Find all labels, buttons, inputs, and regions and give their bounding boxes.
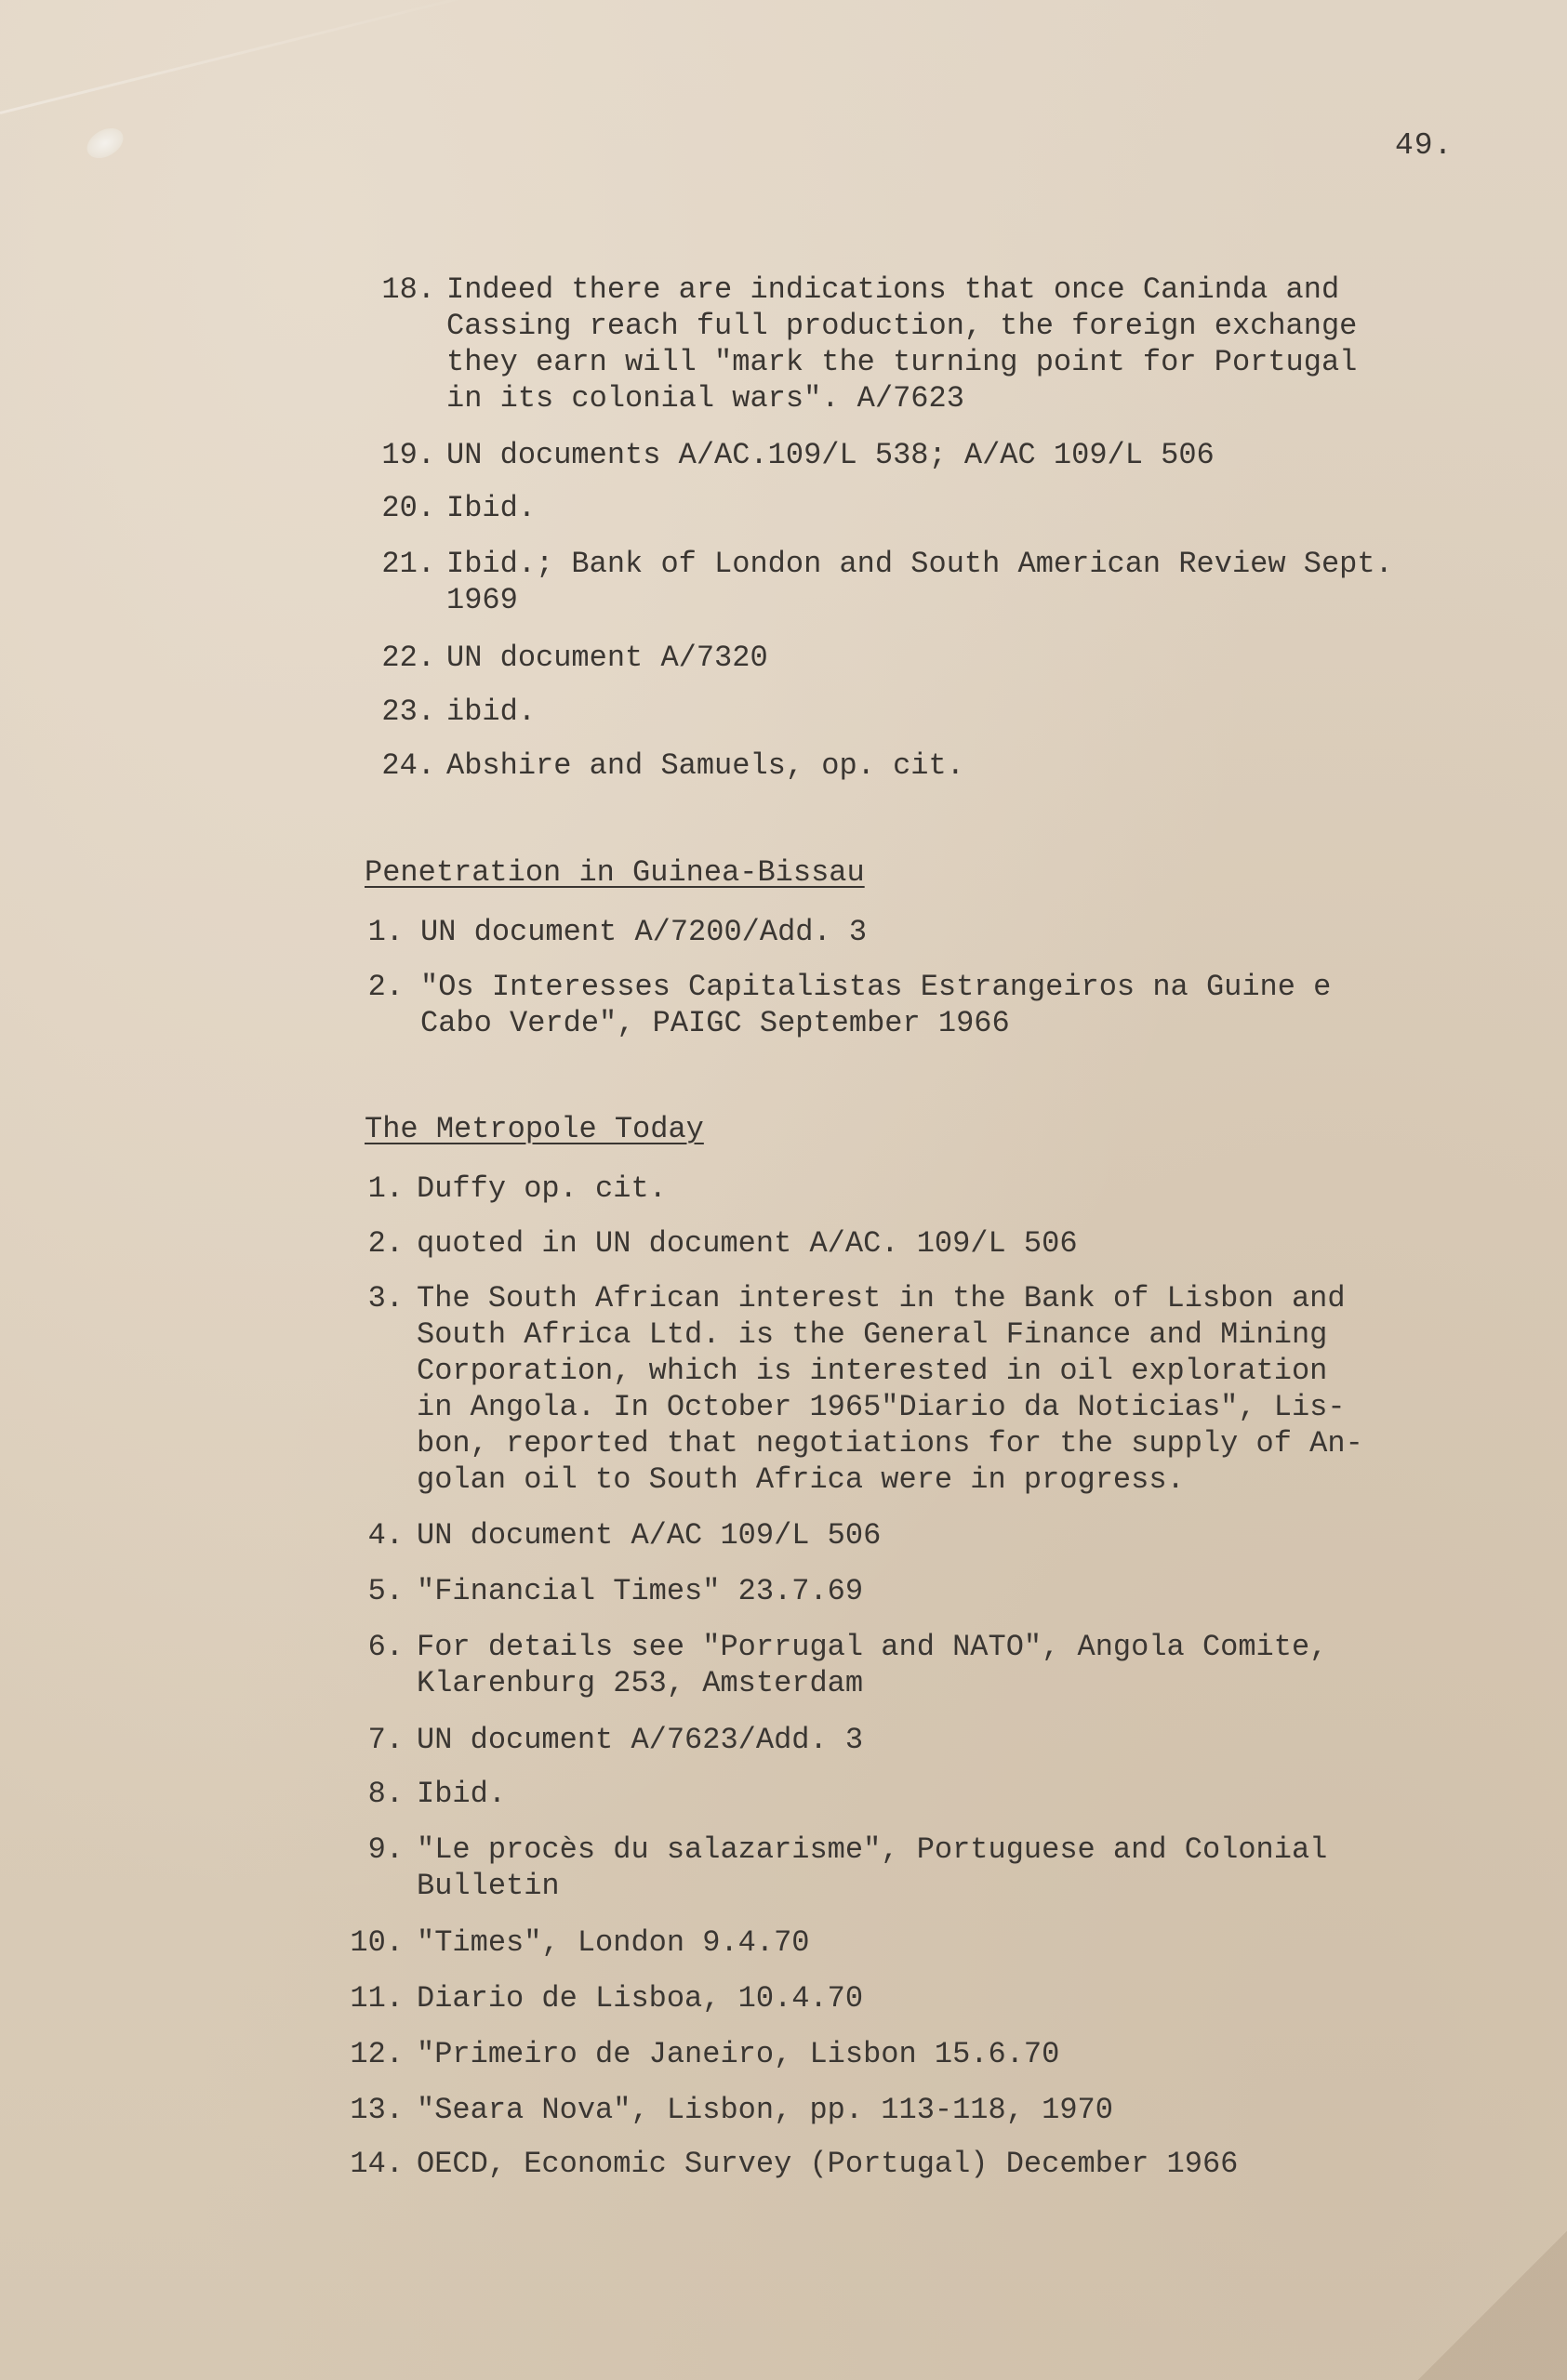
- footnote-number: 3.: [367, 1281, 404, 1316]
- footnote-line: OECD, Economic Survey (Portugal) December 1966: [417, 2147, 1239, 2181]
- footnote-line: UN document A/7320: [446, 641, 768, 675]
- footnote-number: 11.: [350, 1981, 404, 2016]
- footnote-text: [446, 640, 768, 676]
- footnote-number: 20.: [381, 491, 435, 525]
- footnote-line: Ibid.: [417, 1777, 507, 1811]
- footnote-line: they earn will "mark the turning point for Portugal: [446, 345, 1358, 379]
- footnote-text: [446, 490, 536, 526]
- footnote-line: "Financial Times" 23.7.69: [417, 1574, 864, 1608]
- footnote-line: Duffy op. cit.: [417, 1171, 667, 1206]
- footnote-line: "Primeiro de Janeiro, Lisbon 15.6.70: [417, 2037, 1060, 2071]
- footnote-text: [417, 1722, 863, 1758]
- footnote-line: UN documents A/AC.109/L 538; A/AC 109/L 506: [446, 438, 1215, 472]
- footnote-number: 19.: [381, 438, 435, 472]
- paper-fold-mark: [0, 0, 506, 114]
- footnote-line: Cabo Verde", PAIGC September 1966: [420, 1006, 1010, 1040]
- footnote-line: "Os Interesses Capitalistas Estrangeiros na Guine e: [420, 970, 1332, 1004]
- footnote-number: 5.: [367, 1574, 404, 1608]
- footnote-number: 4.: [367, 1518, 404, 1553]
- footnote-text: [446, 437, 1215, 473]
- footnote-text: [417, 1517, 881, 1554]
- footnote-line: "Times", London 9.4.70: [417, 1925, 810, 1960]
- footnote-number: 23.: [381, 694, 435, 729]
- footnote-line: "Le procès du salazarisme", Portuguese and Colonial: [417, 1832, 1328, 1867]
- footnote-text: [417, 2092, 1113, 2128]
- footnote-number: 14.: [350, 2147, 404, 2181]
- paper-corner-shadow: [1418, 2231, 1567, 2380]
- footnote-text: [446, 546, 1393, 618]
- footnote-number: 24.: [381, 748, 435, 783]
- footnote-number: 7.: [367, 1723, 404, 1757]
- footnote-line: Diario de Lisboa, 10.4.70: [417, 1981, 864, 2016]
- footnote-number: 12.: [350, 2037, 404, 2071]
- footnote-number: 22.: [381, 641, 435, 675]
- footnote-line: in Angola. In October 1965"Diario da Noticias", Lis-: [417, 1390, 1346, 1424]
- footnote-number: 13.: [350, 2093, 404, 2127]
- footnote-number: 1.: [367, 915, 404, 949]
- footnote-number: 8.: [367, 1777, 404, 1811]
- footnote-text: [417, 1170, 667, 1207]
- footnote-number: 10.: [350, 1925, 404, 1960]
- footnote-text: [417, 1280, 1363, 1498]
- footnote-line: 1969: [446, 583, 518, 617]
- footnote-line: Bulletin: [417, 1869, 560, 1903]
- footnote-line: ibid.: [446, 694, 537, 729]
- footnote-text: [446, 694, 536, 730]
- footnote-line: quoted in UN document A/AC. 109/L 506: [417, 1226, 1078, 1261]
- footnote-line: golan oil to South Africa were in progress.: [417, 1462, 1185, 1497]
- footnote-text: [417, 1980, 863, 2016]
- footnote-line: The South African interest in the Bank of Lisbon and: [417, 1281, 1346, 1316]
- footnote-line: Ibid.; Bank of London and South American Review Sept.: [446, 547, 1393, 581]
- heading-metropole-today: The Metropole Today: [365, 1112, 704, 1146]
- footnote-number: 2.: [367, 1226, 404, 1261]
- footnote-text: [446, 747, 964, 784]
- footnote-line: For details see "Porrugal and NATO", Angola Comite,: [417, 1630, 1328, 1664]
- footnote-line: in its colonial wars". A/7623: [446, 381, 964, 416]
- heading-guinea-bissau: Penetration in Guinea-Bissau: [365, 855, 865, 890]
- footnote-line: UN document A/7623/Add. 3: [417, 1723, 864, 1757]
- footnote-line: bon, reported that negotiations for the supply of An-: [417, 1426, 1363, 1461]
- footnote-text: [417, 1924, 809, 1961]
- footnote-number: 1.: [367, 1171, 404, 1206]
- footnote-line: South Africa Ltd. is the General Finance and Mining: [417, 1317, 1328, 1352]
- footnote-number: 2.: [367, 970, 404, 1004]
- footnote-line: Corporation, which is interested in oil exploration: [417, 1354, 1328, 1388]
- footnote-line: UN document A/AC 109/L 506: [417, 1518, 882, 1553]
- footnote-text: [417, 1831, 1327, 1904]
- footnote-text: [417, 1776, 506, 1812]
- footnote-text: [417, 1573, 863, 1609]
- footnote-line: Klarenburg 253, Amsterdam: [417, 1666, 864, 1700]
- footnote-line: UN document A/7200/Add. 3: [420, 915, 868, 949]
- paper-damage-spot: [82, 122, 128, 164]
- footnote-text: [446, 271, 1357, 416]
- footnote-text: [417, 2036, 1059, 2072]
- footnote-number: 6.: [367, 1630, 404, 1664]
- footnote-line: "Seara Nova", Lisbon, pp. 113-118, 1970: [417, 2093, 1113, 2127]
- footnote-text: [417, 2146, 1238, 2182]
- footnote-number: 9.: [367, 1832, 404, 1867]
- footnote-text: [417, 1629, 1327, 1701]
- footnote-line: Abshire and Samuels, op. cit.: [446, 748, 964, 783]
- footnote-number: 21.: [381, 547, 435, 581]
- footnote-line: Ibid.: [446, 491, 537, 525]
- footnote-text: [417, 1225, 1078, 1262]
- footnote-line: Indeed there are indications that once Caninda and: [446, 272, 1340, 307]
- footnote-number: 18.: [381, 272, 435, 307]
- footnote-text: [420, 969, 1331, 1041]
- footnote-line: Cassing reach full production, the foreign exchange: [446, 309, 1358, 343]
- page-number: 49.: [1395, 128, 1454, 163]
- footnote-text: [420, 914, 867, 950]
